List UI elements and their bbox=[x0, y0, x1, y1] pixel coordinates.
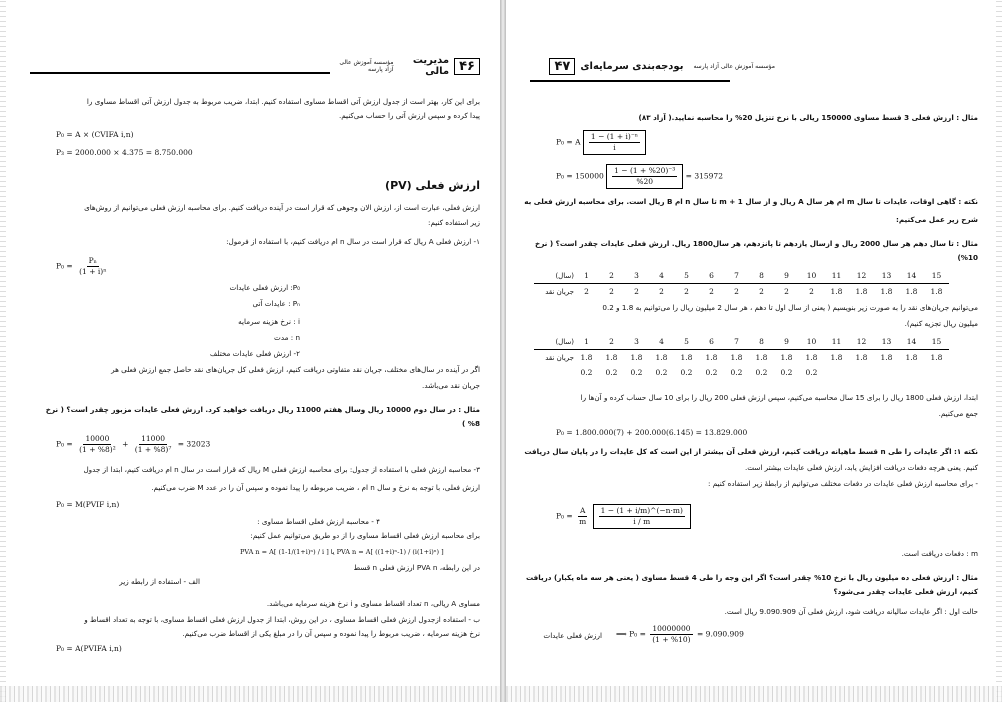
table-cell-cash-flow: 2 bbox=[734, 287, 739, 296]
table-cell-cash-flow: 1.8 bbox=[605, 353, 618, 362]
section-heading-pv: ارزش فعلی (PV) bbox=[385, 179, 480, 192]
table-cell-year: 4 bbox=[649, 268, 674, 284]
table-label-cash-flow: جریان نقد bbox=[545, 353, 574, 362]
equation-pvifa: P₀ = A(PVIFA i,n) bbox=[56, 644, 122, 653]
section-4-alef-tail: در این رابطه، PVA n ارزش فعلی n قسط bbox=[353, 563, 480, 572]
table-cell-year: 6 bbox=[699, 268, 724, 284]
scan-edge-right bbox=[996, 0, 1002, 702]
table-cell-cash-flow: 1.8 bbox=[780, 353, 793, 362]
equation-annuity-example: P₀ = 150000 $\frac{\text{1 − (1 + \%20)⁻³}}{\%20}$ = 315972 bbox=[556, 164, 723, 189]
table-cell-year: 14 bbox=[899, 268, 924, 284]
section-4-alef: الف - استفاده از رابطه زیر bbox=[119, 577, 200, 586]
after-table-2: جمع می‌کنیم. bbox=[938, 409, 978, 418]
table-cell-year: 12 bbox=[849, 334, 874, 350]
table-cell-cash-flow: 1.8 bbox=[805, 353, 818, 362]
table-cell-cash-flow: 2 bbox=[759, 287, 764, 296]
example-4-line-2: کنیم، ارزش فعلی عایدات چقدر می‌شود؟ bbox=[833, 587, 978, 596]
table-cell-year: 1 bbox=[574, 268, 599, 284]
note-2-line-3: - برای محاسبه ارزش فعلی عایدات در دفعات مختلف می‌توانیم از رابطۀ زیر استفاده کنیم : bbox=[708, 479, 978, 488]
equation-periodic: P₀ = $\frac{A}{m}$ $\frac{1 - (1 + i/m)\^{}(-n\cdot m)}{i / m}$ bbox=[556, 504, 691, 529]
table-cell-year: 8 bbox=[749, 268, 774, 284]
intro-line-1: برای این کار، بهتر است از جدول ارزش آتی اقساط مساوی استفاده کنیم. ابتدا، ضریب مربوط به جدول ارزش آتی اقساط مساوی را bbox=[86, 97, 480, 106]
example-3-line-1: مثال : تا سال دهم هر سال 2000 ریال و ازسال یازدهم تا پانزدهم، هر سال1800 ریال. ارزش فعلی عایدات چقدر است؟ ( نرخ bbox=[535, 239, 978, 248]
equation-pvif: P₀ = M(PVIF i,n) bbox=[56, 500, 120, 509]
equation-pv: P₀ = $\frac{\text{Pₙ}}{\text{(1 + i)ⁿ}}$ bbox=[56, 256, 107, 276]
section-3-line-2: ارزش فعلی، با توجه به نرخ و سال n ام ، ضریب مربوطه را پیدا نموده و سپس آن را در عدد M ضرب می‌کنیم. bbox=[151, 483, 480, 492]
table-cell-extra: 0.2 bbox=[755, 368, 768, 377]
table-cell-extra: 0.2 bbox=[680, 368, 693, 377]
section-2-title: ۲- ارزش فعلی عایدات مختلف bbox=[209, 349, 300, 358]
table-cell-year: 6 bbox=[699, 334, 724, 350]
section-4-cont-3: نرخ هزینه سرمایه ، ضریب مربوط را پیدا نموده و سپس آن را در مبلغ یکی از اقساط ضرب می‌کنیم. bbox=[182, 629, 480, 638]
table-cell-year: 5 bbox=[674, 334, 699, 350]
cash-flow-table-1 bbox=[534, 268, 949, 299]
table-cell-cash-flow: 1.8 bbox=[580, 353, 593, 362]
table-cell-year: 5 bbox=[674, 268, 699, 284]
table-cell-extra: 0.2 bbox=[605, 368, 618, 377]
table-cell-cash-flow: 1.8 bbox=[655, 353, 668, 362]
m-definition: m : دفعات دریافت است. bbox=[901, 549, 978, 558]
table-cell-cash-flow: 1.8 bbox=[730, 353, 743, 362]
table-cell-cash-flow: 1.8 bbox=[680, 353, 693, 362]
table-cell-cash-flow: 2 bbox=[634, 287, 639, 296]
cash-flow-table-2 bbox=[534, 334, 949, 380]
split-text-1: می‌توانیم جریان‌های نقد را به صورت زیر بنویسیم ( یعنی از سال اول تا دهم ، هر سال 2 میلیون ریال را می‌توانیم به 1.8 و 0.2 bbox=[602, 303, 978, 312]
equation-cvifa: P₀ = A × (CVIFA i,n) bbox=[56, 130, 134, 139]
note-1-line-1: نکته : گاهی اوقات، عایدات تا سال m ام هر سال A ریال و از سال m + 1 تا سال n ام B ریال است. برای محاسبه ارزش فعلی به bbox=[524, 197, 978, 206]
table-cell-cash-flow: 2 bbox=[609, 287, 614, 296]
table-cell-extra: 0.2 bbox=[655, 368, 668, 377]
header-rule bbox=[30, 72, 330, 74]
definition-n: n : مدت bbox=[274, 333, 300, 342]
table-cell-year: 2 bbox=[599, 268, 624, 284]
split-text-2: میلیون ریال تجزیه کنیم). bbox=[904, 319, 978, 328]
table-label-cash-flow: جریان نقد bbox=[545, 287, 574, 296]
section-3-line-1: ۳- محاسبه ارزش فعلی با استفاده از جدول: برای محاسبه ارزش فعلی M ریال که قرار است در سال n ام دریافت کنیم، ابتدا از جدول bbox=[83, 465, 480, 474]
note-1-line-2: شرح زیر عمل می‌کنیم: bbox=[896, 215, 978, 224]
table-cell-year: 1 bbox=[574, 334, 599, 350]
table-cell-extra: 0.2 bbox=[705, 368, 718, 377]
table-cell-year: 10 bbox=[799, 268, 824, 284]
table-cell-cash-flow: 1.8 bbox=[880, 353, 893, 362]
left-page-header bbox=[330, 57, 480, 75]
chapter-title: بودجه‌بندی سرمایه‌ای bbox=[580, 60, 684, 72]
table-cell-cash-flow: 1.8 bbox=[905, 287, 918, 296]
table-cell-year: 11 bbox=[824, 268, 849, 284]
scan-edge-left bbox=[0, 0, 6, 702]
table-cell-year: 12 bbox=[849, 268, 874, 284]
equation-combined: P₀ = 1.800.000(7) + 200.000(6.145) = 13.829.000 bbox=[556, 428, 748, 437]
table-cell-extra: 0.2 bbox=[630, 368, 643, 377]
table-cell-year: 7 bbox=[724, 334, 749, 350]
table-cell-year: 15 bbox=[924, 268, 949, 284]
table-cell-cash-flow: 2 bbox=[684, 287, 689, 296]
header-rule bbox=[530, 80, 730, 82]
table-cell-cash-flow: 2 bbox=[784, 287, 789, 296]
example-1-line-2: %8 ) bbox=[462, 419, 480, 428]
table-cell-cash-flow: 1.8 bbox=[705, 353, 718, 362]
table-cell-cash-flow: 2 bbox=[659, 287, 664, 296]
table-cell-cash-flow: 1.8 bbox=[855, 353, 868, 362]
table-cell-cash-flow: 2 bbox=[809, 287, 814, 296]
table-cell-cash-flow: 1.8 bbox=[630, 353, 643, 362]
section-2-line-2: جریان نقد می‌باشد. bbox=[422, 381, 480, 390]
table-cell-year: 9 bbox=[774, 268, 799, 284]
table-cell-cash-flow: 1.8 bbox=[930, 353, 943, 362]
table-cell-year: 14 bbox=[899, 334, 924, 350]
equation-pva: PVA n = A[ (1-1/(1+i)ⁿ) / i ] یا PVA n = A[ ((1+i)ⁿ-1) / (i(1+i)ⁿ) ] bbox=[240, 548, 444, 556]
definition-p0: P₀: ارزش فعلی عایدات bbox=[229, 283, 300, 292]
table-cell-extra: 0.2 bbox=[730, 368, 743, 377]
equation-p3: P₃ = 2000.000 × 4.375 = 8.750.000 bbox=[56, 148, 193, 157]
table-cell-year: 4 bbox=[649, 334, 674, 350]
table-cell-year: 3 bbox=[624, 334, 649, 350]
example-4-line-1: مثال : ارزش فعلی ده میلیون ریال با نرخ 10% چقدر است؟ اگر این وجه را طی 4 قسط مساوی ( یعنی هر سه ماه یکبار) دریافت bbox=[525, 573, 978, 582]
table-cell-cash-flow: 2 bbox=[709, 287, 714, 296]
table-cell-year: 9 bbox=[774, 334, 799, 350]
table-cell-year: 7 bbox=[724, 268, 749, 284]
table-cell-year: 3 bbox=[624, 268, 649, 284]
table-cell-cash-flow: 1.8 bbox=[830, 353, 843, 362]
table-cell-cash-flow: 1.8 bbox=[880, 287, 893, 296]
definition-i: i : نرخ هزینه سرمایه bbox=[238, 317, 300, 326]
table-cell-cash-flow: 1.8 bbox=[905, 353, 918, 362]
example-3-line-2: %10) bbox=[957, 253, 978, 262]
table-cell-year: 11 bbox=[824, 334, 849, 350]
case-1: حالت اول : اگر عایدات سالیانه دریافت شود، ارزش فعلی آن 9.090.909 ریال است. bbox=[724, 607, 978, 616]
example-2: مثال : ارزش فعلی 3 قسط مساوی 150000 ریالی با نرخ تنزیل 20% را محاسبه نمایید.( آزاد ۸۳) bbox=[638, 113, 978, 122]
table-cell-extra: 0.2 bbox=[805, 368, 818, 377]
section-4-line-1: برای محاسبه ارزش فعلی اقساط مساوی را از دو طریق می‌توانیم عمل کنیم: bbox=[250, 531, 480, 540]
table-cell-year: 8 bbox=[749, 334, 774, 350]
section-4-cont-2: ب - استفاده ازجدول ارزش فعلی اقساط مساوی ، در این روش، ابتدا از جدول ارزش فعلی اقساط مساوی، با توجه به تعداد اقساط و bbox=[84, 615, 480, 624]
example-1-line-1: مثال : در سال دوم 10000 ریال وسال هفتم 11000 ریال دریافت خواهید کرد. ارزش فعلی عایدات مزبور چقدر است؟ ( نرخ bbox=[45, 405, 480, 414]
table-cell-year: 15 bbox=[924, 334, 949, 350]
equation-example-1: P₀ = $\frac{10000}{\text{(1 + \%8)²}}$ + $\frac{11000}{\text{(1 + \%8)⁷}}$ = 32023 bbox=[56, 434, 211, 454]
table-cell-cash-flow: 1.8 bbox=[855, 287, 868, 296]
case-1-label: ارزش فعلی عایدات bbox=[543, 631, 602, 640]
definition-pn: Pₙ : عایدات آتی bbox=[252, 299, 300, 308]
table-cell-cash-flow: 1.8 bbox=[755, 353, 768, 362]
table-cell-extra: 0.2 bbox=[780, 368, 793, 377]
pv-intro-1: ارزش فعلی، عبارت است از، ارزش الان وجوهی که قرار است در آینده دریافت کنیم. برای محاسبه ارزش فعلی می‌توانیم از روش‌های bbox=[84, 203, 480, 212]
table-cell-cash-flow: 2 bbox=[584, 287, 589, 296]
pv-intro-2: زیر استفاده کنیم: bbox=[428, 218, 480, 227]
equation-case-1: ⟹ P₀ = $\frac{10000000}{(1 + \%10)}$ = 9.090.909 bbox=[616, 624, 744, 644]
page-number: ۴۶ bbox=[454, 58, 480, 75]
table-cell-extra: 0.2 bbox=[580, 368, 593, 377]
section-4-title: ۴ - محاسبه ارزش فعلی اقساط مساوی : bbox=[257, 517, 380, 526]
table-cell-year: 13 bbox=[874, 334, 899, 350]
table-cell-year: 2 bbox=[599, 334, 624, 350]
table-cell-year: 13 bbox=[874, 268, 899, 284]
table-cell-cash-flow: 1.8 bbox=[830, 287, 843, 296]
note-2-line-2: کنیم. یعنی هرچه دفعات دریافت افزایش یابد، ارزش فعلی عایدات بیشتر است. bbox=[745, 463, 978, 472]
chapter-title: مدیریت مالی bbox=[412, 55, 450, 77]
institute-name: مؤسسه آموزش عالی آزاد پارسه bbox=[339, 59, 394, 73]
right-page bbox=[506, 0, 1002, 702]
table-label-year: (سال) bbox=[534, 334, 574, 350]
table-cell-year: 10 bbox=[799, 334, 824, 350]
after-table-1: ابتدا، ارزش فعلی 1800 ریال را برای 15 سال محاسبه می‌کنیم، سپس ارزش فعلی 200 ریال را برای 10 سال حساب کرده و آن‌ها را bbox=[580, 393, 978, 402]
institute-name: مؤسسه آموزش عالی آزاد پارسه bbox=[693, 62, 775, 70]
left-page bbox=[0, 0, 500, 702]
right-page-header bbox=[530, 57, 780, 75]
scan-edge-bottom-right bbox=[506, 686, 1002, 702]
note-2-line-1: نکته ۱: اگر عایدات را طی n قسط ماهیانه دریافت کنیم، ارزش فعلی آن بیشتر از این است که کل عایدات را در پایان سال دریافت bbox=[524, 447, 978, 456]
table-label-year: (سال) bbox=[534, 268, 574, 284]
table-cell-cash-flow: 1.8 bbox=[930, 287, 943, 296]
scan-edge-bottom-left bbox=[0, 686, 500, 702]
page-number: ۴۷ bbox=[549, 58, 575, 75]
pv-intro-3: ۱- ارزش فعلی A ریال که قرار است در سال n ام دریافت کنیم، با استفاده از فرمول: bbox=[226, 237, 480, 246]
section-4-cont-1: مساوی A ریالی، n تعداد اقساط مساوی و i نرخ هزینه سرمایه می‌باشد. bbox=[266, 599, 480, 608]
equation-annuity-general: P₀ = A $\frac{\text{1 − (1 + i)⁻ⁿ}}{i}$ bbox=[556, 130, 646, 155]
section-2-line-1: اگر در آینده در سال‌های مختلف، جریان نقد متفاوتی دریافت کنیم، ارزش فعلی کل جریان‌های نقد حاصل جمع ارزش فعلی هر bbox=[111, 365, 480, 374]
intro-line-2: پیدا کرده و سپس ارزش آتی را حساب می‌کنیم. bbox=[338, 111, 480, 120]
